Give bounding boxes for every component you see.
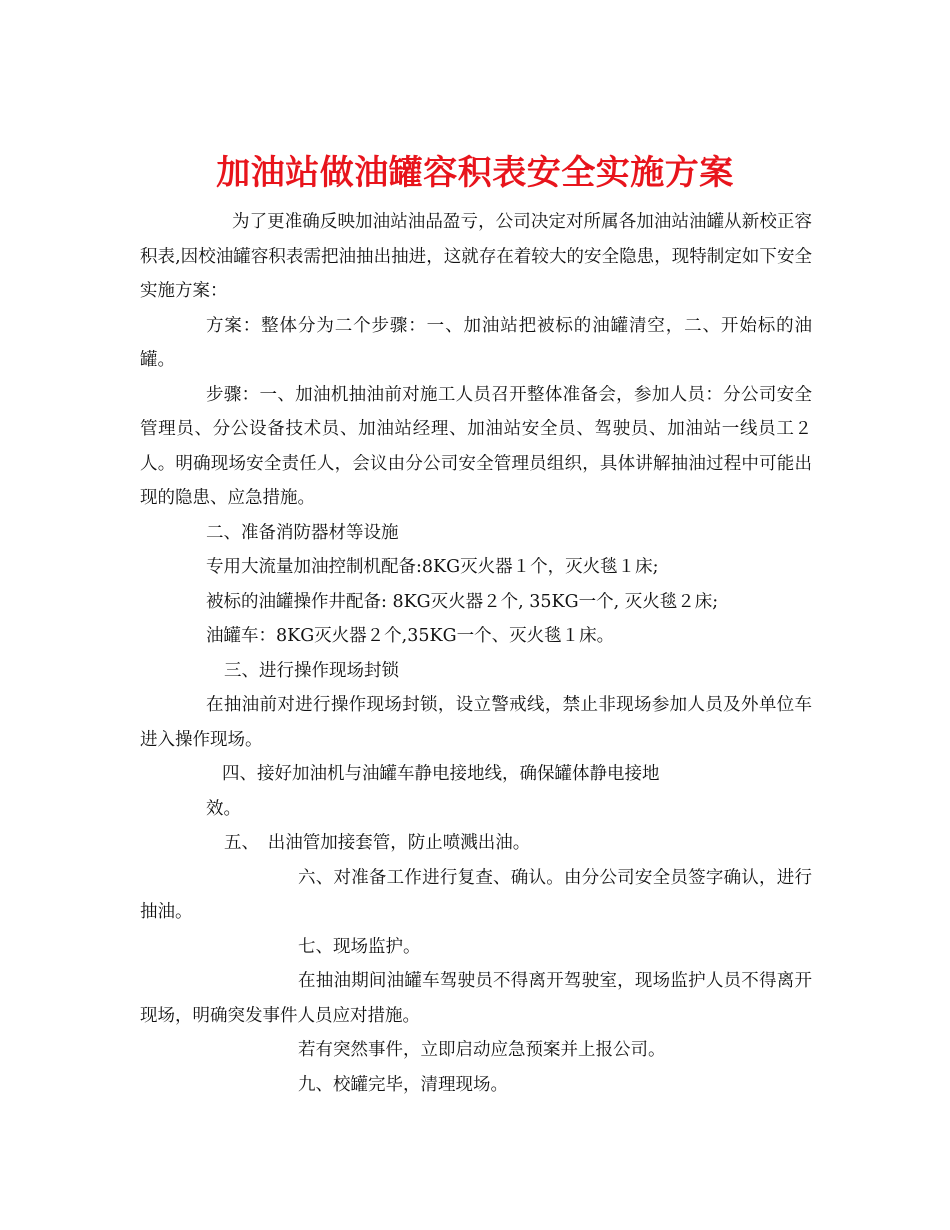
step-nine-line: 九、校罐完毕，清理现场。 bbox=[298, 1074, 508, 1095]
plan-paragraph: 方案：整体分为二个步骤：一、加油站把被标的油罐清空，二、开始标的油罐。 bbox=[140, 315, 812, 370]
step-six-paragraph: 六、对准备工作进行复查、确认。由分公司安全员签字确认，进行抽油。 bbox=[140, 867, 812, 922]
document-title: 加油站做油罐容积表安全实施方案 bbox=[216, 152, 734, 193]
step-four-continuation: 效。 bbox=[206, 798, 241, 819]
step-four-line: 四、接好加油机与油罐车静电接地线，确保罐体静电接地 bbox=[222, 764, 660, 784]
equipment-line-2: 被标的油罐操作井配备: 8KG灭火器２个, 35KG一个, 灭火毯２床; bbox=[206, 591, 719, 612]
step-two-heading: 二、准备消防器材等设施 bbox=[206, 522, 399, 543]
step-five-line: 五、 出油管加接套管，防止喷溅出油。 bbox=[224, 833, 531, 853]
emergency-line: 若有突然事件，立即启动应急预案并上报公司。 bbox=[298, 1040, 666, 1060]
step-seven-heading: 七、现场监护。 bbox=[298, 936, 421, 957]
site-lockdown-paragraph: 在抽油前对进行操作现场封锁，设立警戒线，禁止非现场参加人员及外单位车进入操作现场。 bbox=[140, 695, 812, 750]
document-body bbox=[140, 205, 812, 1102]
monitoring-paragraph: 在抽油期间油罐车驾驶员不得离开驾驶室，现场监护人员不得离开现场，明确突发事件人员应对措施。 bbox=[140, 971, 812, 1026]
intro-paragraph: 为了更准确反映加油站油品盈亏，公司决定对所属各加油站油罐从新校正容积表,因校油罐容积表需把油抽出抽进，这就存在着较大的安全隐患，现特制定如下安全实施方案： bbox=[140, 212, 812, 301]
step-three-heading: 三、进行操作现场封锁 bbox=[224, 660, 399, 681]
step-one-paragraph: 步骤：一、加油机抽油前对施工人员召开整体准备会，参加人员：分公司安全管理员、分公设备技术员、加油站经理、加油站安全员、驾驶员、加油站一线员工２人。明确现场安全责任人，会议由分公司安全管理员组织，具体讲解抽油过程中可能出现的隐患、应急措施。 bbox=[140, 384, 812, 508]
equipment-line-3: 油罐车：8KG灭火器２个,35KG一个、灭火毯１床。 bbox=[206, 626, 615, 646]
equipment-line-1: 专用大流量加油控制机配备:8KG灭火器１个，灭火毯１床; bbox=[206, 557, 659, 577]
